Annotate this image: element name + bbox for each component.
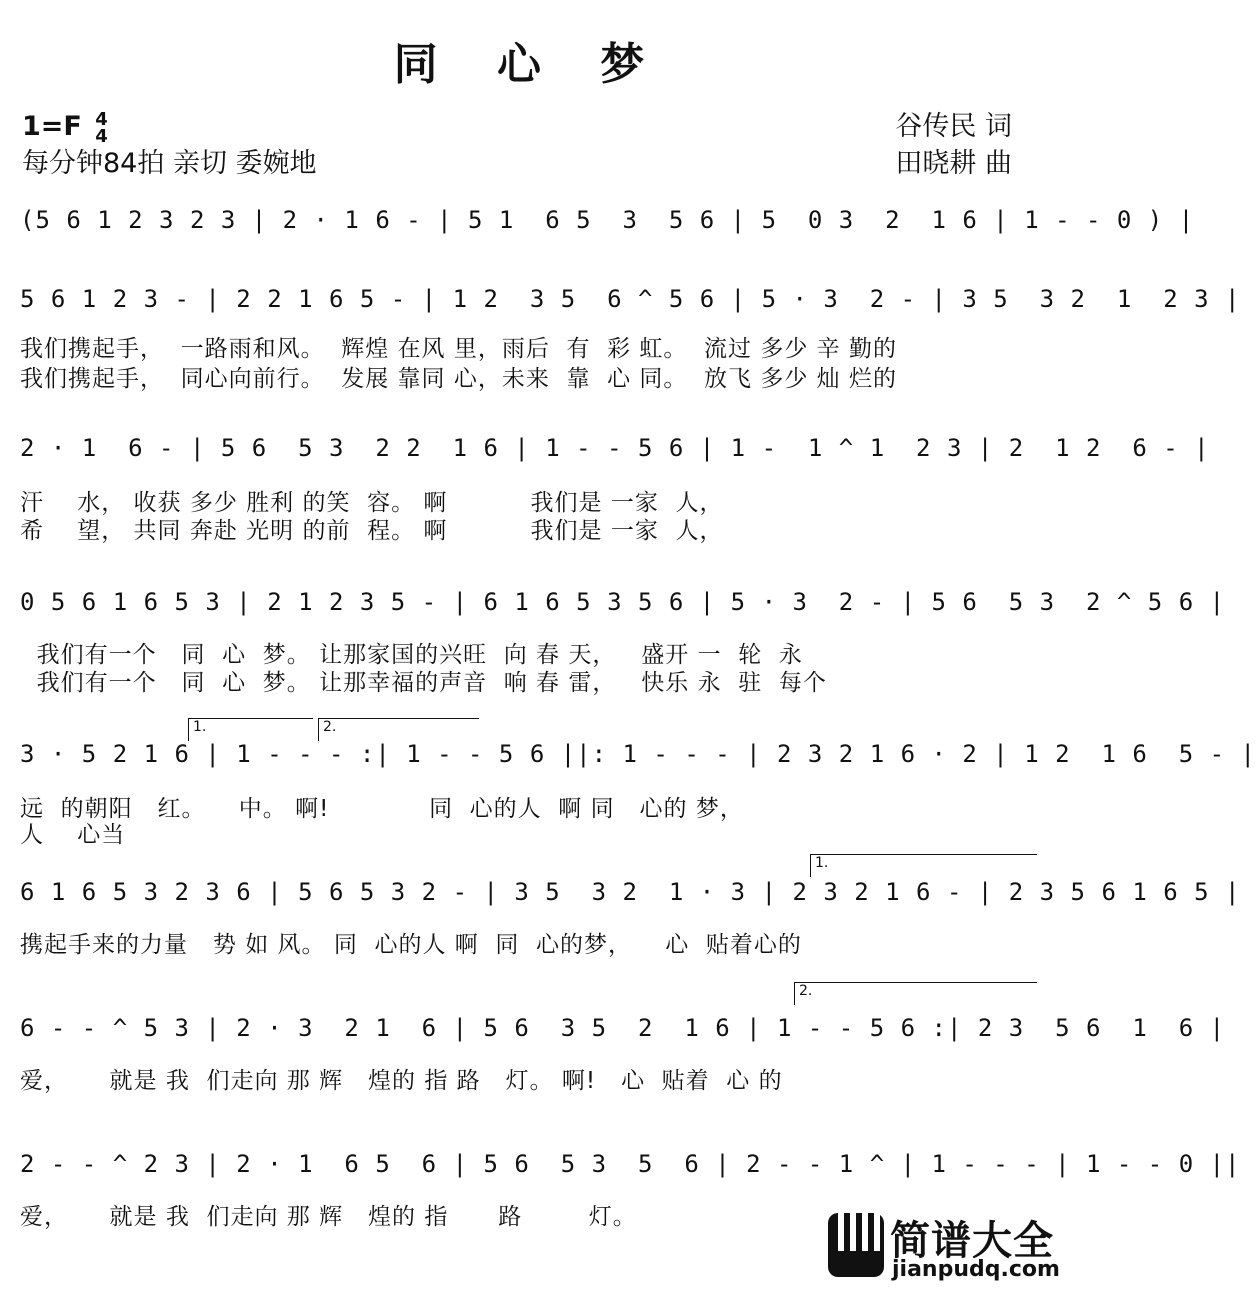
lyric-line: 我们有一个 同 心 梦。 让那幸福的声音 响 春 雷， 快乐 永 驻 每个 (20, 670, 827, 696)
volta-second: 2. (318, 718, 479, 741)
lyric-line: 汗 水， 收获 多少 胜利 的笑 容。 啊 我们是 一家 人， (20, 490, 724, 516)
notes-text: 6 1 6 5 3 2 3 6 | 5 6 5 3 2 - | 3 5 3 2 1 · 3 | 2 3 2 1 6 - | 2 3 5 6 1 6 5 | (20, 878, 1241, 906)
lyric-line: 希 望， 共同 奔赴 光明 的前 程。 啊 我们是 一家 人， (20, 518, 724, 544)
lyric-line: 爱， 就是 我 们走向 那 辉 煌的 指 路 灯。 啊! 心 贴着 心 的 (20, 1068, 783, 1094)
lyric-line: 爱， 就是 我 们走向 那 辉 煌的 指 路 灯。 (20, 1204, 637, 1230)
tempo-marking: 每分钟84拍 亲切 委婉地 (22, 148, 317, 179)
lyricist-credit: 谷传民 词 (895, 111, 1012, 142)
volta-first: 1. (188, 718, 313, 741)
lyric-line: 我们有一个 同 心 梦。 让那家国的兴旺 向 春 天， 盛开 一 轮 永 (20, 642, 803, 668)
time-sig-bottom: 4 (95, 125, 108, 147)
volta-second: 2. (794, 982, 1037, 1005)
notation-line (20, 432, 1210, 468)
site-logo (826, 1207, 1060, 1287)
logo-brand-text: 简谱大全 (890, 1218, 1054, 1264)
notation-line (20, 876, 1241, 912)
lyric-line: 携起手来的力量 势 如 风。 同 心的人 啊 同 心的梦， 心 贴着心的 (20, 932, 802, 958)
lyric-line: 我们携起手， 一路雨和风。 辉煌 在风 里，雨后 有 彩 虹。 流过 多少 辛 勤的 (20, 336, 897, 362)
volta-first: 1. (810, 854, 1037, 877)
time-signature (95, 108, 108, 147)
composer-credit: 田晓耕 曲 (895, 148, 1012, 179)
logo-url-text: jianpudq.com (892, 1257, 1060, 1282)
notes-text: 2 · 1 6 - | 5 6 5 3 2 2 1 6 | 1 - - 5 6 | 1 - 1 ^ 1 2 3 | 2 1 2 6 - | (20, 434, 1210, 462)
notes-text: 3 · 5 2 1 6 | 1 - - - :| 1 - - 5 6 ||: 1 - - - | 2 3 2 1 6 · 2 | 1 2 1 6 5 - | (20, 740, 1256, 768)
notation-line (20, 1148, 1241, 1184)
time-sig-top: 4 (95, 108, 108, 130)
notation-line (20, 204, 1195, 240)
notes-text: (5 6 1 2 3 2 3 | 2 · 1 6 - | 5 1 6 5 3 5 6 | 5 0 3 2 1 6 | 1 - - 0 ) | (20, 206, 1195, 234)
notes-text: 5 6 1 2 3 - | 2 2 1 6 5 - | 1 2 3 5 6 ^ 5 6 | 5 · 3 2 - | 3 5 3 2 1 2 3 | (20, 285, 1241, 313)
key-signature (22, 110, 108, 145)
key-label: 1=F (22, 111, 82, 142)
lyric-line: 远 的朝阳 红。 中。 啊! 同 心的人 啊 同 心的 梦， (20, 796, 744, 822)
notation-line (20, 586, 1226, 622)
song-title: 同 心 梦 (393, 39, 667, 90)
notation-line (20, 738, 1256, 774)
notation-line (20, 1012, 1226, 1048)
notes-text: 6 - - ^ 5 3 | 2 · 3 2 1 6 | 5 6 3 5 2 1 6 | 1 - - 5 6 :| 2 3 5 6 1 6 | (20, 1014, 1226, 1042)
lyric-line: 人 心当 (20, 822, 126, 848)
piano-keys-icon (828, 1213, 884, 1277)
notes-text: 2 - - ^ 2 3 | 2 · 1 6 5 6 | 5 6 5 3 5 6 | 2 - - 1 ^ | 1 - - - | 1 - - 0 || (20, 1150, 1241, 1178)
notation-line (20, 283, 1241, 319)
lyric-line: 我们携起手， 同心向前行。 发展 靠同 心，未来 靠 心 同。 放飞 多少 灿 烂的 (20, 366, 897, 392)
notes-text: 0 5 6 1 6 5 3 | 2 1 2 3 5 - | 6 1 6 5 3 5 6 | 5 · 3 2 - | 5 6 5 3 2 ^ 5 6 | (20, 588, 1226, 616)
